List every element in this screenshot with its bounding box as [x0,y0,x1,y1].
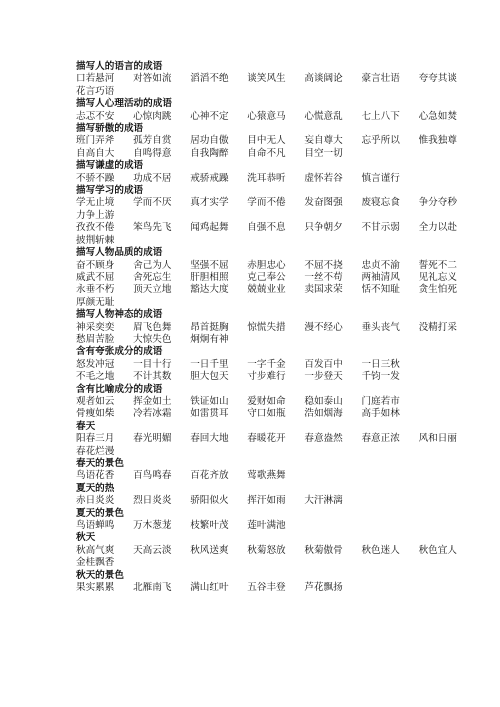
idiom: 豁达大度 [190,284,229,296]
section-heading: 夏天的景色 [76,507,124,519]
idiom: 忐忑不安 [76,110,115,122]
idiom: 心急如焚 [418,110,457,122]
idiom: 不屈不挠 [304,259,343,271]
idiom: 神采奕奕 [76,321,115,333]
idiom: 守口如瓶 [247,408,286,420]
idiom: 骄阳似火 [190,495,229,507]
idiom: 枝繁叶茂 [190,520,229,532]
idiom-document [76,61,476,594]
idiom: 铁证如山 [190,395,229,407]
idiom: 心惊肉跳 [133,110,172,122]
idiom: 不计其数 [133,371,172,383]
idiom: 废寝忘食 [361,197,400,209]
idiom: 风和日丽 [418,433,457,445]
idiom-row [76,582,476,594]
idiom: 见礼忘义 [418,271,457,283]
idiom: 心慌意乱 [304,110,343,122]
idiom-row [76,260,476,272]
idiom: 一日三秋 [361,358,400,370]
section-heading: 描写人物神态的成语 [76,309,163,321]
idiom: 披荆斩棘 [76,234,115,246]
idiom: 学无止境 [76,197,115,209]
section-heading: 描写骄傲的成语 [76,123,144,135]
idiom: 口若悬河 [76,73,115,85]
idiom: 烈日炎炎 [133,495,172,507]
idiom: 门庭若市 [361,395,400,407]
idiom: 虚怀若谷 [304,172,343,184]
idiom: 发奋图强 [304,197,343,209]
idiom: 自我陶醉 [190,147,229,159]
idiom: 两袖清风 [361,271,400,283]
idiom: 不毛之地 [76,371,115,383]
idiom-row [76,284,476,296]
idiom: 高手如林 [361,408,400,420]
idiom: 一步登天 [304,371,343,383]
idiom: 如雷贯耳 [190,408,229,420]
idiom: 孤芳自赏 [133,135,172,147]
idiom: 秋菊傲骨 [304,544,343,556]
idiom: 惟我独尊 [418,135,457,147]
idiom: 兢兢业业 [247,284,286,296]
idiom: 炯炯有神 [190,333,229,345]
idiom: 克己奉公 [247,271,286,283]
idiom: 阳春三月 [76,433,115,445]
idiom: 五谷丰登 [247,582,286,594]
idiom: 夸夸其谈 [418,73,457,85]
idiom-row [76,446,476,458]
idiom: 顶天立地 [133,284,172,296]
idiom: 挥汗如雨 [247,495,286,507]
idiom-row [76,408,476,420]
idiom: 肝胆相照 [190,271,229,283]
idiom: 自高自大 [76,147,115,159]
idiom: 鸟语花香 [76,470,115,482]
idiom: 恬不知耻 [361,284,400,296]
idiom: 秋色迷人 [361,544,400,556]
idiom: 赤胆忠心 [247,259,286,271]
idiom: 自强不息 [247,222,286,234]
idiom: 万木葱茏 [133,520,172,532]
idiom: 春意正浓 [361,433,400,445]
idiom: 一字千金 [247,358,286,370]
idiom: 心神不定 [190,110,229,122]
idiom: 忘乎所以 [361,135,400,147]
idiom-row [76,173,476,185]
idiom: 心猿意马 [247,110,286,122]
idiom-row [76,371,476,383]
idiom: 真才实学 [190,197,229,209]
idiom: 秋风送爽 [190,544,229,556]
idiom: 高谈阔论 [304,73,343,85]
idiom-row [76,73,476,85]
idiom: 寸步难行 [247,371,286,383]
idiom: 慎言谨行 [361,172,400,184]
idiom: 洗耳恭听 [247,172,286,184]
idiom: 秋菊怒放 [247,544,286,556]
section-heading: 描写谦虚的成语 [76,160,144,172]
idiom: 闻鸡起舞 [190,222,229,234]
idiom: 坚强不屈 [190,259,229,271]
idiom: 豪言壮语 [361,73,400,85]
idiom: 爱财如命 [247,395,286,407]
idiom-row [76,495,476,507]
idiom: 妄自尊大 [304,135,343,147]
idiom: 贪生怕死 [418,284,457,296]
idiom: 功成不居 [133,172,172,184]
idiom: 鸟语蝉鸣 [76,520,115,532]
idiom: 骨瘦如柴 [76,408,115,420]
idiom: 忠贞不渝 [361,259,400,271]
idiom: 眉飞色舞 [133,321,172,333]
idiom-row [76,433,476,445]
idiom: 千钧一发 [361,371,400,383]
idiom: 秋高气爽 [76,544,115,556]
idiom-row [76,334,476,346]
idiom-row [76,470,476,482]
idiom: 力争上游 [76,209,115,221]
idiom: 春光明媚 [133,433,172,445]
idiom: 孜孜不倦 [76,222,115,234]
idiom: 奋不顾身 [76,259,115,271]
section-heading: 春天 [76,420,96,432]
idiom: 莲叶满池 [247,520,286,532]
idiom: 愁眉苦脸 [76,333,115,345]
idiom: 挥金如土 [133,395,172,407]
idiom-row [76,557,476,569]
idiom: 浩如烟海 [304,408,343,420]
idiom: 大汗淋漓 [304,495,343,507]
idiom: 全力以赴 [418,222,457,234]
idiom-row [76,235,476,247]
idiom-row [76,322,476,334]
idiom: 誓死不二 [418,259,457,271]
idiom: 舍己为人 [133,259,172,271]
idiom: 永垂不朽 [76,284,115,296]
idiom: 目中无人 [247,135,286,147]
idiom: 稳如泰山 [304,395,343,407]
section-heading: 夏天的热 [76,482,115,494]
section-heading: 秋天的景色 [76,569,124,581]
idiom: 昂首挺胸 [190,321,229,333]
idiom: 争分夺秒 [418,197,457,209]
idiom: 垂头丧气 [361,321,400,333]
section-heading: 秋天 [76,532,96,544]
idiom: 居功自傲 [190,135,229,147]
section-heading: 含有夸张成分的成语 [76,346,163,358]
idiom: 花言巧语 [76,85,115,97]
idiom-row [76,396,476,408]
idiom-row [76,148,476,160]
idiom: 滔滔不绝 [190,73,229,85]
idiom: 只争朝夕 [304,222,343,234]
idiom-row [76,210,476,222]
idiom: 一目十行 [133,358,172,370]
idiom-row [76,197,476,209]
idiom: 莺歌燕舞 [247,470,286,482]
idiom: 惊慌失措 [247,321,286,333]
idiom: 没精打采 [418,321,457,333]
idiom: 观者如云 [76,395,115,407]
idiom: 对答如流 [133,73,172,85]
idiom: 班门弄斧 [76,135,115,147]
idiom-row [76,272,476,284]
idiom: 不骄不躁 [76,172,115,184]
idiom: 一日千里 [190,358,229,370]
idiom-row [76,86,476,98]
idiom: 百发百中 [304,358,343,370]
idiom: 目空一切 [304,147,343,159]
idiom: 笨鸟先飞 [133,222,172,234]
idiom-row [76,135,476,147]
idiom: 春意盎然 [304,433,343,445]
idiom: 芦花飘扬 [304,582,343,594]
idiom: 不甘示弱 [361,222,400,234]
idiom: 谈笑风生 [247,73,286,85]
section-heading: 描写人心理活动的成语 [76,98,172,110]
idiom-row [76,297,476,309]
section-heading: 描写人物品质的成语 [76,247,163,259]
idiom: 北雁南飞 [133,582,172,594]
idiom: 春花烂漫 [76,445,115,457]
idiom: 胆大包天 [190,371,229,383]
idiom: 百鸟鸣春 [133,470,172,482]
section-heading: 春天的景色 [76,458,124,469]
idiom-row [76,545,476,557]
section-heading: 含有比喻成分的成语 [76,383,163,395]
idiom: 七上八下 [361,110,400,122]
idiom: 卖国求荣 [304,284,343,296]
idiom: 舍死忘生 [133,271,172,283]
idiom: 自鸣得意 [133,147,172,159]
idiom: 怒发冲冠 [76,358,115,370]
idiom: 满山红叶 [190,582,229,594]
idiom: 果实累累 [76,582,115,594]
idiom: 漫不经心 [304,321,343,333]
idiom: 百花齐放 [190,470,229,482]
idiom: 大惊失色 [133,333,172,345]
section-heading: 描写学习的成语 [76,185,144,197]
idiom: 赤日炎炎 [76,495,115,507]
idiom: 一丝不苟 [304,271,343,283]
idiom: 学而不倦 [247,197,286,209]
idiom-row [76,222,476,234]
idiom-row [76,520,476,532]
idiom-row [76,111,476,123]
idiom: 戒骄戒躁 [190,172,229,184]
idiom: 自命不凡 [247,147,286,159]
idiom: 秋色宜人 [418,544,457,556]
idiom: 春暖花开 [247,433,286,445]
idiom: 春回大地 [190,433,229,445]
idiom: 天高云淡 [133,544,172,556]
idiom: 威武不屈 [76,271,115,283]
idiom: 学而不厌 [133,197,172,209]
idiom-row [76,359,476,371]
idiom: 厚颜无耻 [76,296,115,308]
section-heading: 描写人的语言的成语 [76,61,163,72]
idiom: 冷若冰霜 [133,408,172,420]
idiom: 金桂飘香 [76,557,115,569]
